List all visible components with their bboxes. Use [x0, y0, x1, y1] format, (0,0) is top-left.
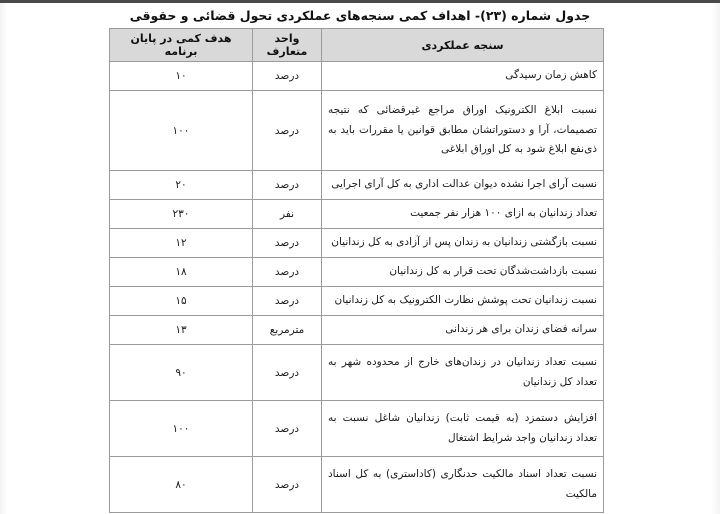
cell-target: ۱۰۰	[110, 401, 253, 457]
cell-target: ۱۳	[110, 316, 253, 345]
document-page	[0, 3, 720, 514]
cell-metric: نسبت تعداد زندانیان در زندان‌های خارج از محدوده شهر به تعداد کل زندانیان	[322, 345, 604, 401]
cell-unit: درصد	[253, 287, 322, 316]
cell-unit: مترمربع	[253, 316, 322, 345]
cell-target: ۲۰	[110, 171, 253, 200]
table-row	[110, 229, 604, 258]
table-row	[110, 401, 604, 457]
cell-target: ۱۸	[110, 258, 253, 287]
cell-metric: نسبت زندانیان تحت پوشش نظارت الکترونیک به کل زندانیان	[322, 287, 604, 316]
cell-target: ۱۵	[110, 287, 253, 316]
cell-metric: نسبت بازگشتی زندانیان به زندان پس از آزادی به کل زندانیان	[322, 229, 604, 258]
cell-metric: نسبت تعداد اسناد مالکیت حدنگاری (کاداستری) به کل اسناد مالکیت	[322, 457, 604, 513]
performance-metrics-table	[109, 28, 604, 513]
table-row	[110, 91, 604, 171]
cell-unit: درصد	[253, 401, 322, 457]
cell-unit: درصد	[253, 91, 322, 171]
table-row	[110, 258, 604, 287]
cell-metric: کاهش زمان رسیدگی	[322, 62, 604, 91]
cell-target: ۱۲	[110, 229, 253, 258]
column-header-target: هدف کمی در پایان برنامه	[110, 29, 253, 62]
table-row	[110, 316, 604, 345]
table-row	[110, 287, 604, 316]
cell-unit: درصد	[253, 229, 322, 258]
cell-metric: افزایش دستمزد (به قیمت ثابت) زندانیان شاغل نسبت به تعداد زندانیان واجد شرایط اشتغال	[322, 401, 604, 457]
cell-unit: درصد	[253, 457, 322, 513]
cell-unit: درصد	[253, 258, 322, 287]
cell-target: ۲۳۰	[110, 200, 253, 229]
cell-metric: نسبت آرای اجرا نشده دیوان عدالت اداری به کل آرای اجرایی	[322, 171, 604, 200]
cell-metric: سرانه فضای زندان برای هر زندانی	[322, 316, 604, 345]
table-header	[110, 29, 604, 62]
metrics-table-container	[110, 28, 604, 513]
cell-target: ۱۰	[110, 62, 253, 91]
table-body	[110, 62, 604, 513]
column-header-unit: واحد متعارف	[253, 29, 322, 62]
cell-target: ۱۰۰	[110, 91, 253, 171]
table-row	[110, 171, 604, 200]
cell-unit: درصد	[253, 171, 322, 200]
cell-unit: نفر	[253, 200, 322, 229]
cell-metric: نسبت بازداشت‌شدگان تحت قرار به کل زندانیان	[322, 258, 604, 287]
cell-metric: نسبت ابلاغ الکترونیک اوراق مراجع غیرقضائی که نتیجه تصمیمات، آرا و دستوراتشان مطابق قوانین یا مقررات باید به ذی‌نفع ابلاغ شود به کل اوراق ابلاغی	[322, 91, 604, 171]
table-row	[110, 200, 604, 229]
table-row	[110, 457, 604, 513]
column-header-metric: سنجه عملکردی	[322, 29, 604, 62]
cell-metric: تعداد زندانیان به ازای ۱۰۰ هزار نفر جمعیت	[322, 200, 604, 229]
table-row	[110, 62, 604, 91]
cell-target: ۸۰	[110, 457, 253, 513]
cell-target: ۹۰	[110, 345, 253, 401]
table-caption: جدول شماره (۲۳)- اهداف کمی سنجه‌های عملکردی تحول قضائی و حقوقی	[129, 8, 591, 23]
cell-unit: درصد	[253, 62, 322, 91]
table-row	[110, 345, 604, 401]
table-header-row	[110, 29, 604, 62]
cell-unit: درصد	[253, 345, 322, 401]
